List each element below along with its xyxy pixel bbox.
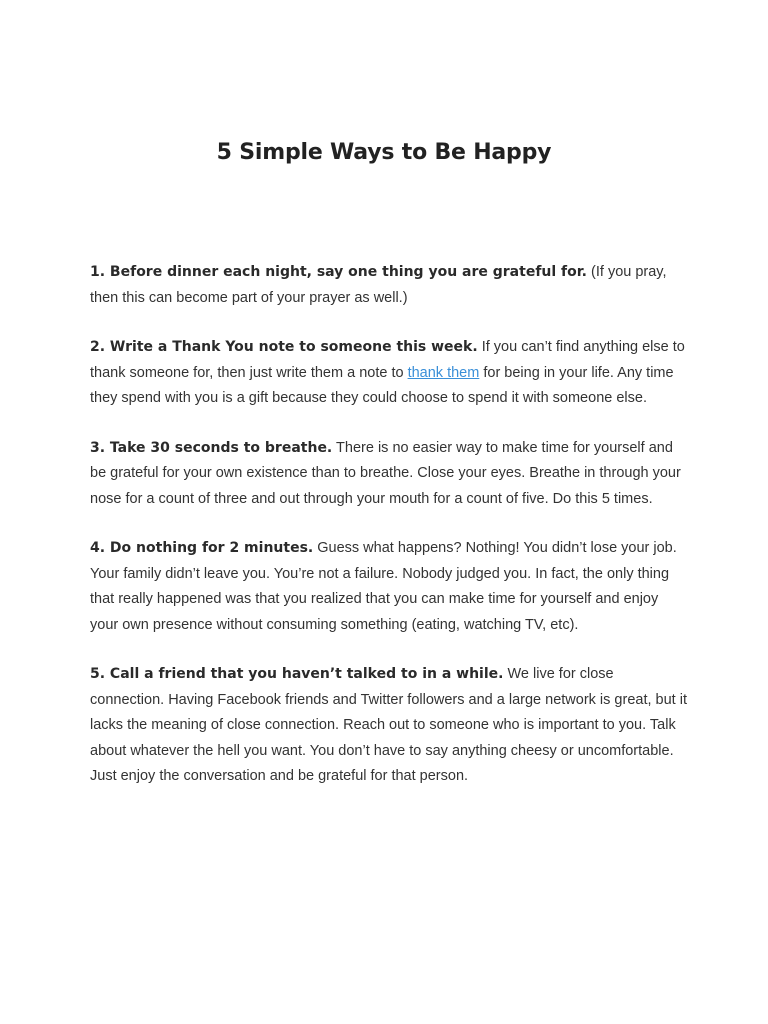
document-body <box>90 260 690 814</box>
item-lead: 1. Before dinner each night, say one thing you are grateful for. <box>90 264 587 280</box>
page-title: 5 Simple Ways to Be Happy <box>216 140 552 165</box>
item-lead: 5. Call a friend that you haven’t talked to in a while. <box>90 666 504 682</box>
item-text: (If you pray, then this can become part of your prayer as well.) <box>90 264 667 306</box>
list-item-thank-you-note <box>90 335 690 412</box>
item-lead: 2. Write a Thank You note to someone this week. <box>90 339 478 355</box>
list-item-breathe <box>90 436 690 513</box>
item-text: Guess what happens? Nothing! You didn’t lose your job. Your family didn’t leave you. You’re not a failure. Nobody judged you. In fact, the only thing that really happened was that you realized that you can make time for yourself and enjoy your own presence without consuming something (eating, watching TV, etc). <box>90 540 677 633</box>
thank-them-link[interactable]: thank them <box>407 364 480 381</box>
item-lead: 4. Do nothing for 2 minutes. <box>90 540 314 556</box>
list-item-grateful <box>90 260 690 311</box>
item-text: There is no easier way to make time for yourself and be grateful for your own existence than to breathe. Close your eyes. Breathe in through your nose for a count of three and out through your mouth for a count of five. Do this 5 times. <box>90 439 681 507</box>
item-text: If you can’t find anything else to thank someone for, then just write them a note to <box>90 339 685 381</box>
list-item-call-friend <box>90 662 690 790</box>
item-text: for being in your life. Any time they spend with you is a gift because they could choose to spend it with someone else. <box>90 364 674 406</box>
item-lead: 3. Take 30 seconds to breathe. <box>90 439 333 456</box>
item-text: We live for close connection. Having Facebook friends and Twitter followers and a large network is great, but it lacks the meaning of close connection. Reach out to someone who is important to you. Talk about whatever the hell you want. You don’t have to say anything cheesy or uncomfortable. Just enjoy the conversation and be grateful for that person. <box>90 666 687 784</box>
list-item-do-nothing <box>90 536 690 638</box>
